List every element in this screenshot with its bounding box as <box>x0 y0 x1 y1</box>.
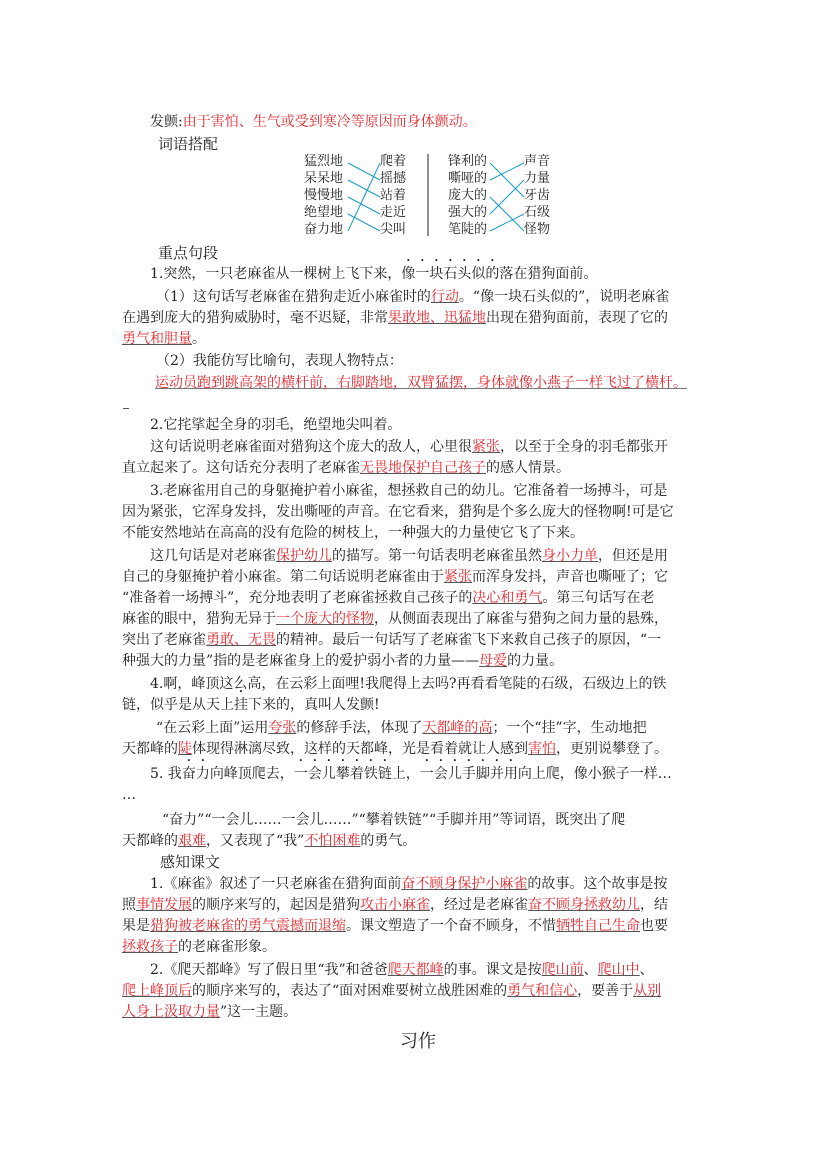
match-line <box>490 180 524 214</box>
answer: 陡 <box>178 741 192 757</box>
dotted-char: 并 <box>489 766 504 782</box>
perception-1-line1 <box>150 874 740 895</box>
answer: 天都峰的高 <box>422 720 493 736</box>
left-match: 摇撼 <box>380 171 407 186</box>
text: （1）这句话写老麻雀在猎狗走近小麻雀时的 <box>156 289 431 305</box>
dotted-char: 链 <box>377 766 392 782</box>
answer: 勇敢、无畏 <box>206 632 276 648</box>
note-1-1-line3 <box>122 329 712 350</box>
text: 麻雀的眼中，猎狗无异于 <box>122 611 276 627</box>
left-word: 奋力地 <box>304 222 344 237</box>
definition-meaning: 由于害怕、生气或受到寒冷等原因而身体颤动。 <box>182 114 477 130</box>
dotted-char: 奋 <box>181 766 196 782</box>
dotted-char: 一 <box>419 766 434 782</box>
sentence-1 <box>150 264 740 285</box>
answer: 爬天都峰 <box>387 962 444 978</box>
dotted-char: 一 <box>293 766 308 782</box>
note-3-line2 <box>122 567 712 588</box>
answer: 紧张 <box>472 439 500 455</box>
dotted-char: 手 <box>461 766 476 782</box>
note-3-line6 <box>122 651 712 672</box>
answer: 无畏地保护自己孩子 <box>360 460 486 476</box>
right-word: 强大的 <box>448 205 488 220</box>
answer: 爬山前 <box>541 962 584 978</box>
text: 的事。课文是按 <box>443 962 542 978</box>
text: 的顺序来写的，起因是猎狗 <box>192 897 360 913</box>
text: ，要善于 <box>577 983 634 999</box>
answer: 运动员跑到跳高架的横杆前，右脚踏地，双臂猛摆，身体就像小燕子一样飞过了横杆。 <box>155 375 687 391</box>
text: 天都峰的 <box>122 741 178 757</box>
text: 的精神。最后一句话写了老麻雀飞下来救自己孩子的原因，“一 <box>276 632 662 648</box>
note-2-line2 <box>122 458 712 479</box>
answer: 艰难 <box>178 833 206 849</box>
answer: 牺牲自己生命 <box>556 918 640 934</box>
text: ，以至于全身的羽毛都张开 <box>500 439 668 455</box>
dotted-char: 攀 <box>335 766 350 782</box>
definition-term: 发颤: <box>150 114 183 130</box>
dotted-phrase <box>401 266 499 282</box>
right-match: 怪物 <box>524 222 551 237</box>
text: 下来的，真叫人发颤! <box>248 697 380 713</box>
note-5-line1: “奋力”“一会儿……一会儿……”“攀着铁链”“手脚并用”等词语，既突出了爬 <box>162 812 626 828</box>
right-word: 嘶哑的 <box>448 171 488 186</box>
answer: 果敢地、迅猛地 <box>388 310 486 326</box>
text: ，结 <box>640 897 668 913</box>
perception-2-line3 <box>122 1002 712 1023</box>
dotted-char: 像 <box>401 266 416 282</box>
answer: 保护幼儿 <box>276 548 332 564</box>
dotted-char: 会 <box>433 766 448 782</box>
text: 的故事。这个故事是按 <box>527 876 668 892</box>
dotted-char: 着 <box>349 766 364 782</box>
left-match: 爬着 <box>380 154 407 169</box>
dotted-phrase <box>182 766 210 782</box>
right-word: 笔陡的 <box>448 222 488 237</box>
sentence-3-line3: 不能安然地站在高高的没有危险的树枝上，一种强大的力量使它飞了下来。 <box>122 525 584 541</box>
text: “在云彩上面”运用 <box>156 720 269 736</box>
perception-2-line2 <box>122 981 712 1002</box>
dotted-char: 头 <box>457 266 472 282</box>
key-sentences-heading: 重点句段 <box>158 244 219 262</box>
match-line <box>348 163 380 180</box>
answer: 紧张 <box>444 569 472 585</box>
dotted-char: 的 <box>485 266 500 282</box>
text: 的力量。 <box>507 653 564 669</box>
right-match: 牙齿 <box>524 188 551 203</box>
text-perception-heading: 感知课文 <box>160 853 221 871</box>
text: ”这一主题。 <box>220 1004 298 1020</box>
note-1-1-line2 <box>122 308 712 329</box>
left-word: 呆呆地 <box>304 171 344 186</box>
dotted-phrase <box>294 766 392 782</box>
note-3-line4 <box>122 609 712 630</box>
text: 落在猎狗面前。 <box>499 266 598 282</box>
text: 5. 我 <box>150 766 182 782</box>
text: 体现得淋漓尽致，这样的天都峰，光是看着就让人感到 <box>192 741 528 757</box>
answer: 身小力单 <box>542 548 598 564</box>
dotted-char: 铁 <box>363 766 378 782</box>
left-match: 站着 <box>380 188 407 203</box>
section-title: 习作 <box>400 1031 436 1052</box>
dotted-char: 力 <box>195 766 210 782</box>
text: 1.《麻雀》叙述了一只老麻雀在猎狗面前 <box>150 876 402 892</box>
text: 的老麻雀形象。 <box>178 939 276 955</box>
left-word: 猛烈地 <box>304 154 344 169</box>
text: 也要 <box>640 918 668 934</box>
text: 。第三句话写在老 <box>542 590 655 606</box>
answer: 人身上汲取力量 <box>122 1004 220 1020</box>
right-word: 庞大的 <box>448 188 488 203</box>
match-line <box>490 163 524 180</box>
right-word: 锋利的 <box>448 154 488 169</box>
text: 这几句话是对老麻雀 <box>150 548 276 564</box>
dotted-char: 用 <box>503 766 518 782</box>
text: 向上爬，像小猴子一样… <box>517 766 672 782</box>
right-match: 声音 <box>524 154 551 169</box>
answer: 爬上峰顶后 <box>122 983 192 999</box>
sentence-5-line2: … <box>122 787 136 803</box>
note-3-line3 <box>122 588 712 609</box>
text: 的修辞手法，体现了 <box>296 720 423 736</box>
match-line <box>490 197 524 231</box>
dotted-char: 脚 <box>475 766 490 782</box>
text: 。“像一块石头似的”，说明老麻雀 <box>458 289 670 305</box>
note-4-line1 <box>156 718 746 739</box>
dotted-char: 会 <box>307 766 322 782</box>
note-1-2-prompt: （2）我能仿写比喻句，表现人物特点： <box>156 353 403 369</box>
perception-1-line3 <box>122 916 712 937</box>
text: 突出了老麻雀 <box>122 632 206 648</box>
word-match-diagram <box>300 150 560 240</box>
definition-line <box>150 112 740 133</box>
sentence-2: 2.它挓挲起全身的羽毛，绝望地尖叫着。 <box>150 417 402 433</box>
text: 自己的身躯掩护着小麻雀。第二句话说明老麻雀由于 <box>122 569 444 585</box>
answer: 决心和勇气 <box>472 590 543 606</box>
text: 的勇气。 <box>360 833 417 849</box>
dotted-phrase <box>420 766 518 782</box>
match-line <box>348 214 380 231</box>
perception-2-line1 <box>150 960 740 981</box>
match-line <box>348 180 380 197</box>
note-1-1-line1 <box>156 287 746 308</box>
sentence-3-line1: 3.老麻雀用自己的身躯掩护着小麻雀，想拯救自己的幼儿。它准备着一场搏斗，可是 <box>150 483 668 499</box>
dotted-char: 儿 <box>447 766 462 782</box>
text: ，经过是老麻雀 <box>430 897 528 913</box>
dotted-char: 石 <box>443 266 458 282</box>
note-5-line2 <box>122 831 712 852</box>
match-line <box>490 214 524 231</box>
note-3-line1 <box>150 546 740 567</box>
dotted-char: 块 <box>429 266 444 282</box>
text: 2.《爬天都峰》写了假日里“我”和爸爸 <box>150 962 388 978</box>
dotted-char: 似 <box>471 266 486 282</box>
text: 的顺序来写的，表达了“面对困难要树立战胜困难的 <box>192 983 508 999</box>
text: 、 <box>583 962 598 978</box>
blank-underline <box>123 408 129 409</box>
perception-1-line4 <box>122 937 712 958</box>
answer: 害怕 <box>528 741 556 757</box>
note-4-line2 <box>122 739 712 760</box>
sentence-4-line1: 4.啊，峰顶这么高，在云彩上面哩!我爬得上去吗?再看看笔陡的石级，石级边上的铁 <box>150 676 667 692</box>
sentence-5-line1 <box>150 764 740 785</box>
match-line <box>490 163 524 197</box>
text: 的描写。第一句话表明老麻雀虽然 <box>332 548 542 564</box>
text: ，但还是用 <box>598 548 668 564</box>
answer: 爬山中 <box>597 962 640 978</box>
text: 、 <box>639 962 654 978</box>
left-word: 绝望地 <box>304 205 344 220</box>
answer: 事情发展 <box>136 897 192 913</box>
text: 种强大的力量”指的是老麻雀身上的爱护弱小者的力量—— <box>122 653 480 669</box>
answer: 母爱 <box>479 653 508 669</box>
sentence-4-line2 <box>122 695 712 716</box>
answer: 拯救孩子 <box>122 939 178 955</box>
text: 出现在猎狗面前，表现了它的 <box>486 310 668 326</box>
word-match-heading: 词语搭配 <box>158 135 219 153</box>
text: 1.突然，一只老麻雀从一棵树上飞下来， <box>150 266 402 282</box>
right-match: 力量 <box>524 171 551 186</box>
answer: 攻击小麻雀 <box>360 897 430 913</box>
right-match: 石级 <box>524 205 551 220</box>
text: 。课文塑造了一个奋不顾身，不惜 <box>346 918 556 934</box>
text: 向峰顶爬去， <box>209 766 294 782</box>
answer: 一个庞大的怪物 <box>276 611 374 627</box>
text: 这句话说明老麻雀面对猎狗这个庞大的敌人，心里很 <box>150 439 472 455</box>
answer: 行动 <box>430 289 459 305</box>
note-3-line5 <box>122 630 712 651</box>
left-match: 走近 <box>380 205 407 220</box>
text: 而浑身发抖，声音也嘶哑了；它 <box>472 569 668 585</box>
answer: 不怕困难 <box>304 833 361 849</box>
text: ，从侧面表现出了麻雀与猎狗之间力量的悬殊， <box>374 611 668 627</box>
dotted-char: 挂 <box>234 697 248 713</box>
answer: 勇气和胆量 <box>122 331 192 347</box>
text: 在遇到庞大的猎狗威胁时，毫不迟疑，非常 <box>122 310 388 326</box>
text: 照 <box>122 897 136 913</box>
note-2-line1 <box>150 437 740 458</box>
text: 的感人情景。 <box>486 460 570 476</box>
text: ，更别说攀登了。 <box>556 741 668 757</box>
text: 链，似乎是从天上 <box>122 697 234 713</box>
note-1-2-answer <box>155 373 745 394</box>
answer: 夸张 <box>268 720 297 736</box>
sentence-3-line2: 因为紧张，它浑身发抖，发出嘶哑的声音。在它看来，猎狗是个多么庞大的怪物啊!可是它 <box>122 504 674 520</box>
answer: 奋不顾身拯救幼儿 <box>528 897 640 913</box>
answer: 勇气和信心 <box>507 983 578 999</box>
perception-1-line2 <box>122 895 712 916</box>
match-line <box>348 197 380 214</box>
answer: 奋不顾身保护小麻雀 <box>401 876 528 892</box>
text: 果是 <box>122 918 150 934</box>
text: “准备着一场搏斗”，充分地表明了老麻雀拯救自己孩子的 <box>122 590 473 606</box>
text: 天都峰的 <box>122 833 178 849</box>
answer: 猎狗被老麻雀的勇气震撼而退缩 <box>150 918 346 934</box>
dotted-char: 儿 <box>321 766 336 782</box>
text: 直立起来了。这句话充分表明了老麻雀 <box>122 460 360 476</box>
left-match: 尖叫 <box>380 222 407 237</box>
text: 上， <box>391 766 420 782</box>
text: ，又表现了“我” <box>206 833 305 849</box>
match-line <box>348 163 380 231</box>
answer: 从别 <box>633 983 662 999</box>
text: 。 <box>192 331 206 347</box>
text: ；一个“挂”字，生动地把 <box>492 720 647 736</box>
left-word: 慢慢地 <box>304 188 344 203</box>
dotted-char: 一 <box>415 266 430 282</box>
